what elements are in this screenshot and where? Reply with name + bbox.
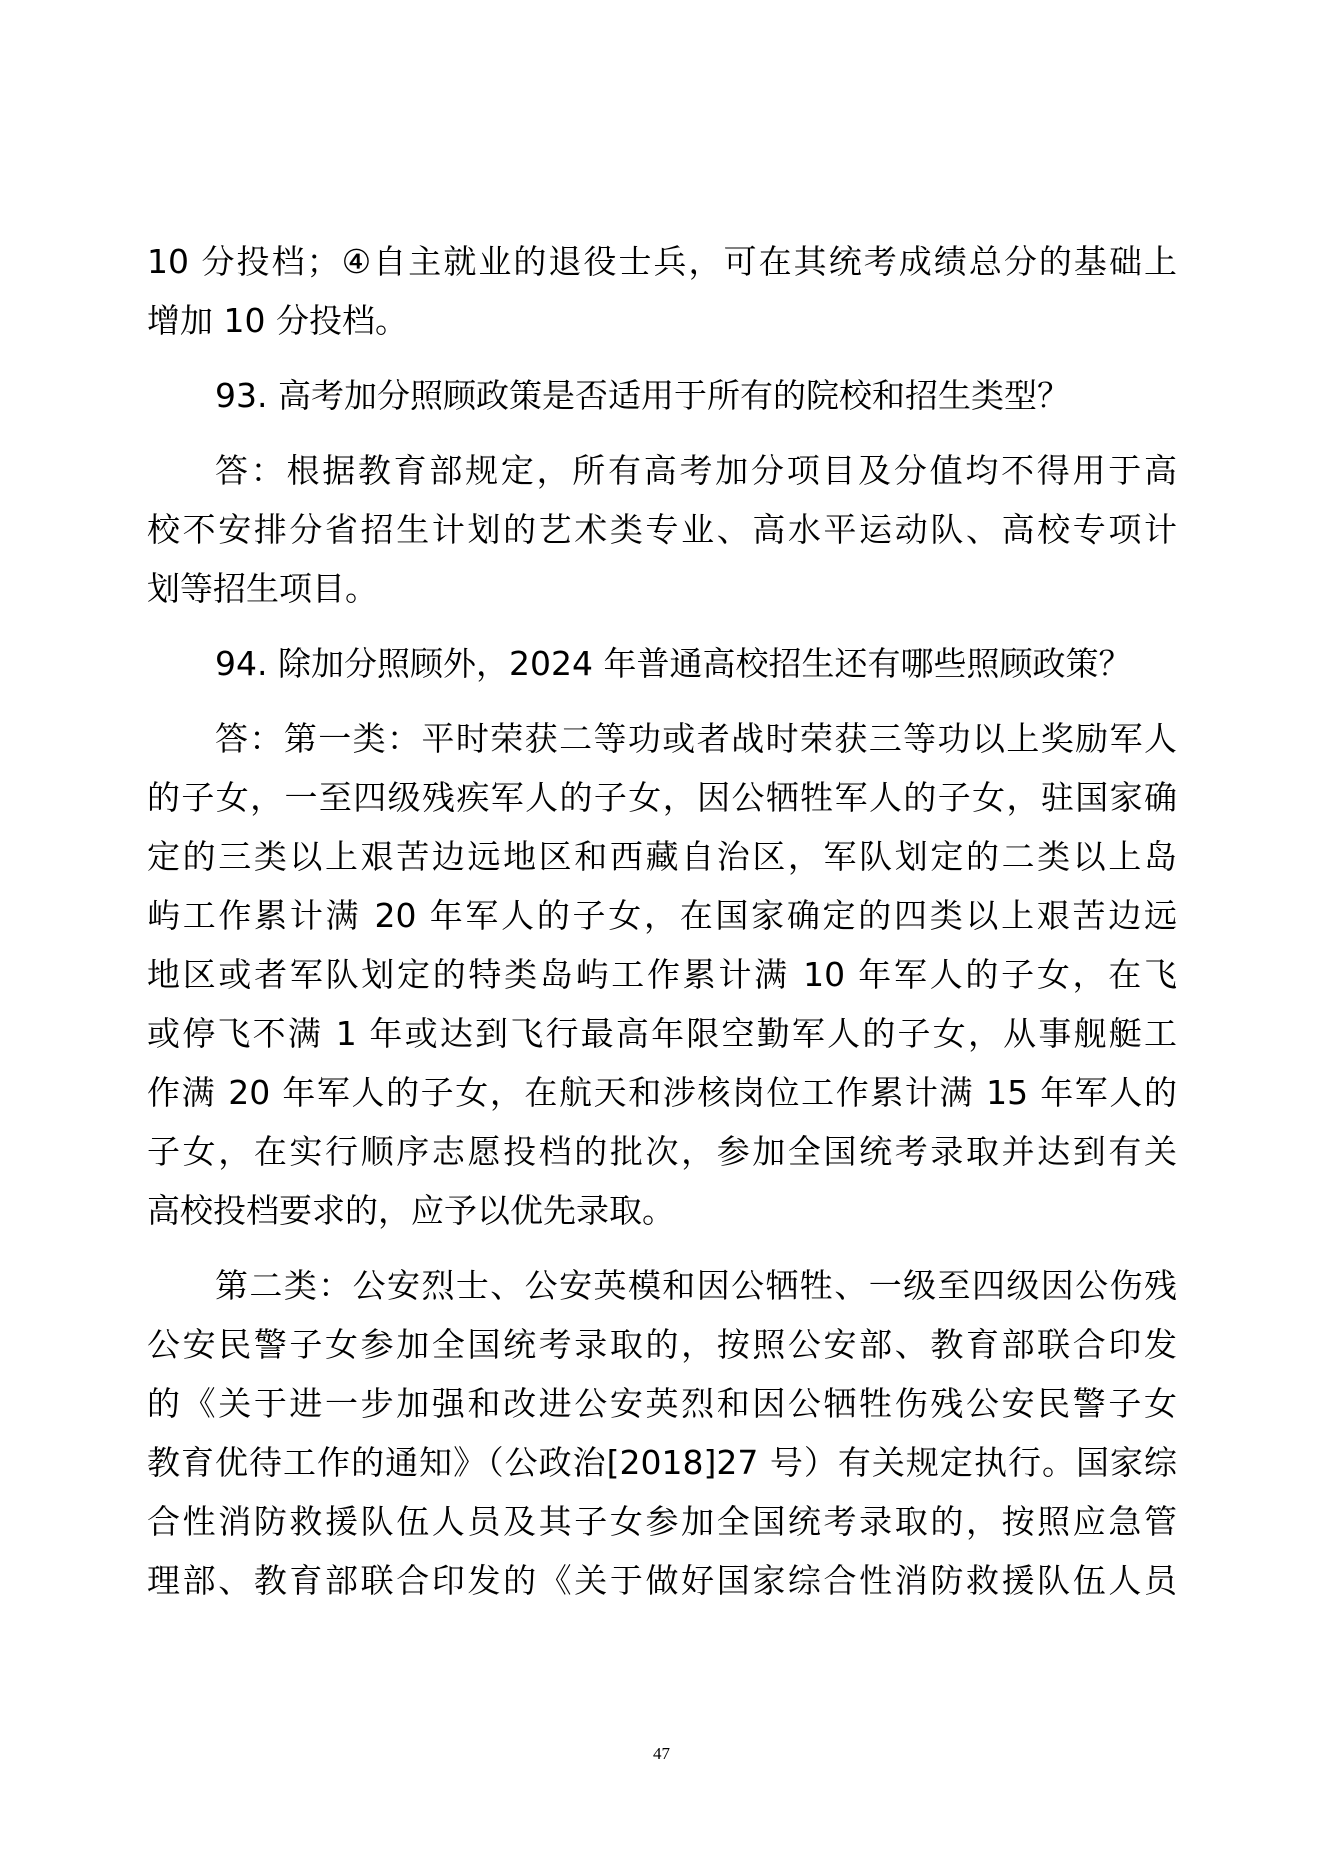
paragraph-line: 地区或者军队划定的特类岛屿工作累计满 10 年军人的子女，在飞 <box>147 955 1177 994</box>
paragraph-line: 合性消防救援队伍人员及其子女参加全国统考录取的，按照应急管 <box>147 1502 1177 1541</box>
paragraph-line: 子女，在实行顺序志愿投档的批次，参加全国统考录取并达到有关 <box>147 1132 1177 1171</box>
question-heading: 94. 除加分照顾外，2024 年普通高校招生还有哪些照顾政策？ <box>215 644 1132 683</box>
paragraph-line: 第二类：公安烈士、公安英模和因公牺牲、一级至四级因公伤残 <box>215 1266 1177 1305</box>
paragraph-line: 公安民警子女参加全国统考录取的，按照公安部、教育部联合印发 <box>147 1325 1177 1364</box>
paragraph-line: 高校投档要求的，应予以优先录取。 <box>147 1191 675 1230</box>
paragraph-line: 屿工作累计满 20 年军人的子女，在国家确定的四类以上艰苦边远 <box>147 896 1177 935</box>
question-heading: 93. 高考加分照顾政策是否适用于所有的院校和招生类型？ <box>215 376 1070 415</box>
page-number: 47 <box>653 1744 670 1763</box>
paragraph-line: 或停飞不满 1 年或达到飞行最高年限空勤军人的子女，从事舰艇工 <box>147 1014 1177 1053</box>
paragraph-line: 答：第一类：平时荣获二等功或者战时荣获三等功以上奖励军人 <box>215 719 1177 758</box>
paragraph-line: 划等招生项目。 <box>147 569 378 608</box>
paragraph-line: 定的三类以上艰苦边远地区和西藏自治区，军队划定的二类以上岛 <box>147 837 1177 876</box>
paragraph-line: 答：根据教育部规定，所有高考加分项目及分值均不得用于高 <box>215 451 1177 490</box>
paragraph-line: 增加 10 分投档。 <box>147 301 408 340</box>
paragraph-line: 教育优待工作的通知》（公政治[2018]27 号）有关规定执行。国家综 <box>147 1443 1177 1482</box>
body-text <box>147 232 1177 1610</box>
paragraph-line: 的子女，一至四级残疾军人的子女，因公牺牲军人的子女，驻国家确 <box>147 778 1177 817</box>
paragraph-line: 作满 20 年军人的子女，在航天和涉核岗位工作累计满 15 年军人的 <box>147 1073 1177 1112</box>
paragraph-line: 校不安排分省招生计划的艺术类专业、高水平运动队、高校专项计 <box>147 510 1177 549</box>
paragraph-line: 理部、教育部联合印发的《关于做好国家综合性消防救援队伍人员 <box>147 1561 1177 1600</box>
paragraph-line: 10 分投档；④自主就业的退役士兵，可在其统考成绩总分的基础上 <box>147 242 1177 281</box>
paragraph-line: 的《关于进一步加强和改进公安英烈和因公牺牲伤残公安民警子女 <box>147 1384 1177 1423</box>
